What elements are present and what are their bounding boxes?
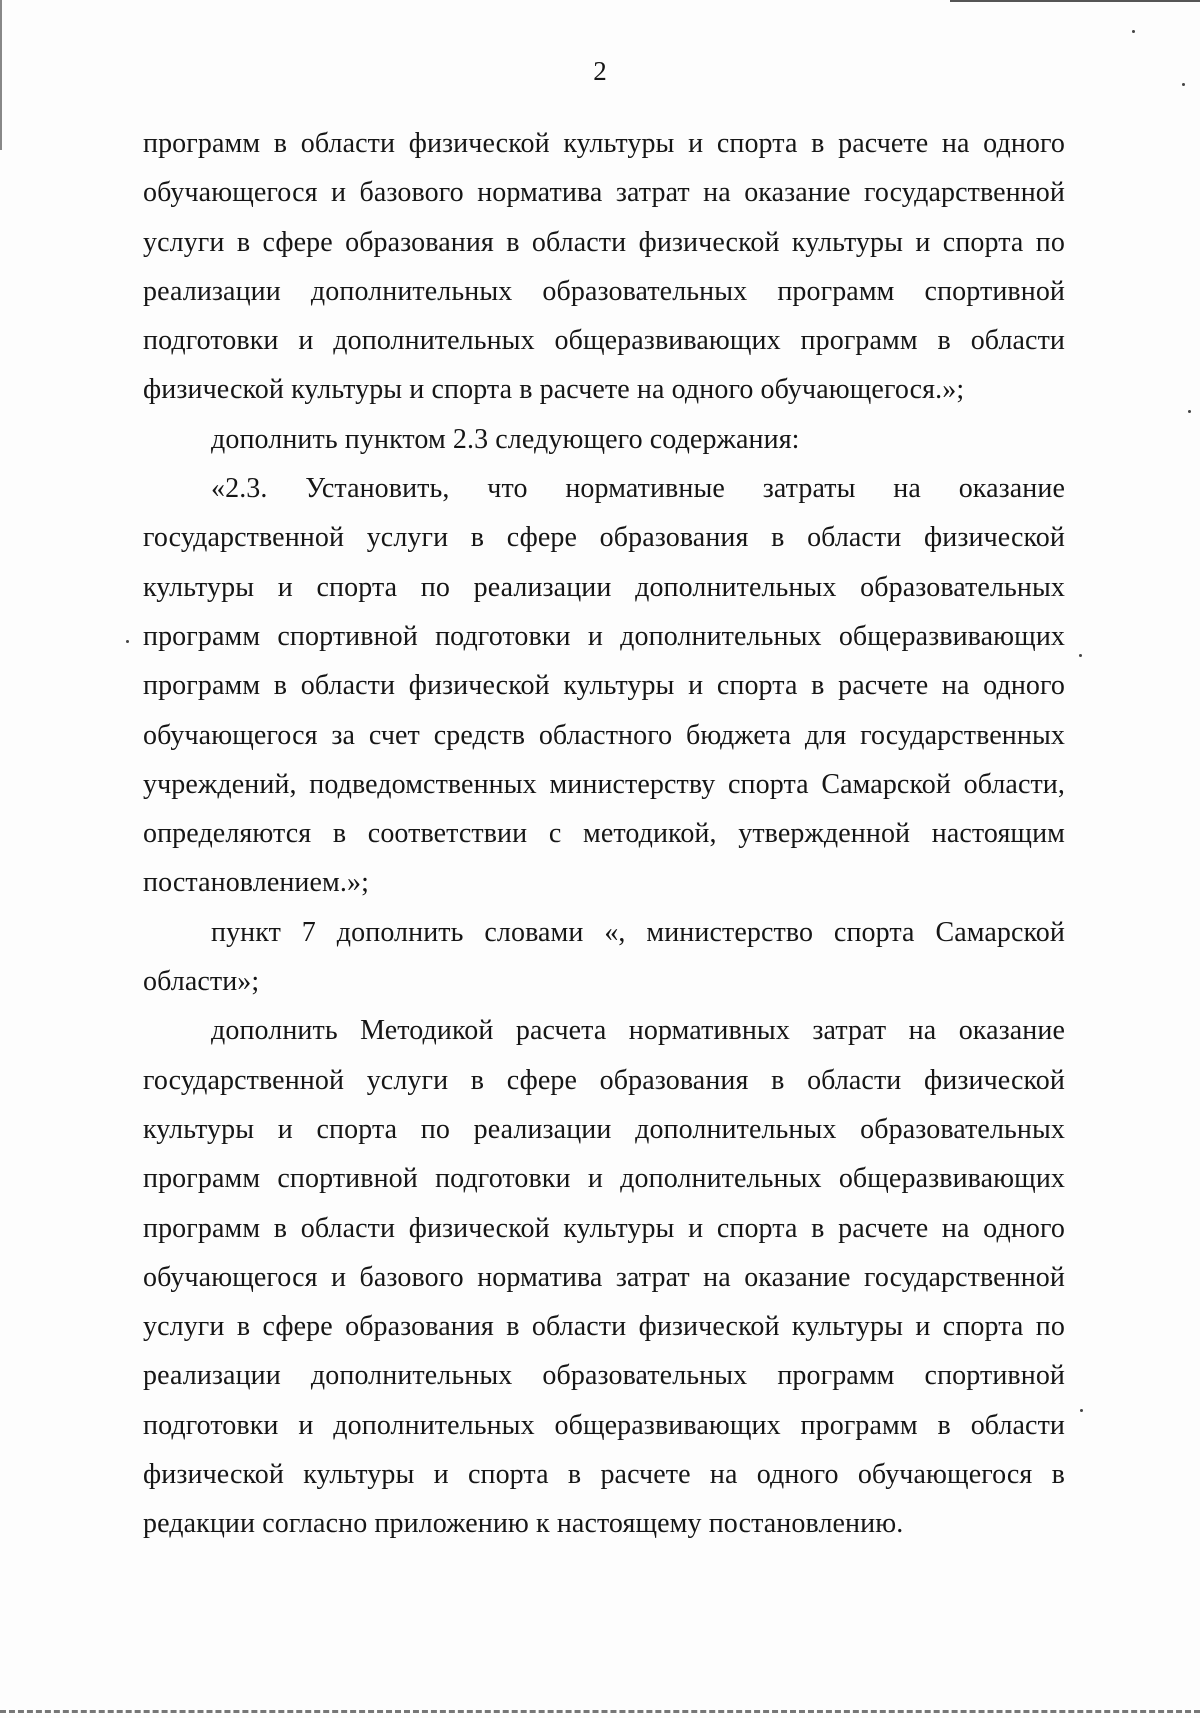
scan-speck: [1079, 654, 1082, 657]
paragraph-methodology: дополнить Методикой расчета нормативных затрат на оказание государственной услуги в сфере образования в области физической культуры и спорта по реализации дополнительных образовательных программ спортивной подготовки и дополнительных общеразвивающих программ в области физической культуры и спорта в расчете на одного обучающегося и базового норматива затрат на оказание государственной услуги в сфере образования в области физической культуры и спорта по реализации дополнительных образовательных программ спортивной подготовки и дополнительных общеразвивающих программ в области физической культуры и спорта в расчете на одного обучающегося в редакции согласно приложению к настоящему постановлению.: [143, 1015, 1065, 1540]
scan-speck: [126, 640, 129, 643]
scan-speck: [1188, 410, 1191, 413]
paragraph-add-point-2-3: дополнить пунктом 2.3 следующего содержания:: [211, 423, 800, 455]
scan-speck: [1080, 1409, 1083, 1412]
paragraph-point-2-3-text: «2.3. Установить, что нормативные затраты на оказание государственной услуги в сфере образования в области физической культуры и спорта по реализации дополнительных образовательных программ спортивной подготовки и дополнительных общеразвивающих программ в области физической культуры и спорта в расчете на одного обучающегося за счет средств областного бюджета для государственных учреждений, подведомственных министерству спорта Самарской области, определяются в соответствии с методикой, утвержденной настоящим постановлением.»;: [143, 473, 1065, 899]
document-body: [143, 119, 1065, 1549]
paragraph-point-7: пункт 7 дополнить словами «, министерство спорта Самарской области»;: [143, 916, 1065, 998]
scan-speck: [1132, 30, 1135, 33]
scan-edge-bottom: [0, 1710, 1200, 1713]
paragraph-continuation: программ в области физической культуры и спорта в расчете на одного обучающегося и базового норматива затрат на оказание государственной услуги в сфере образования в области физической культуры и спорта по реализации дополнительных образовательных программ спортивной подготовки и дополнительных общеразвивающих программ в области физической культуры и спорта в расчете на одного обучающегося.»;: [143, 128, 1065, 406]
page-number: 2: [593, 56, 607, 86]
scan-edge-top: [950, 0, 1200, 2]
